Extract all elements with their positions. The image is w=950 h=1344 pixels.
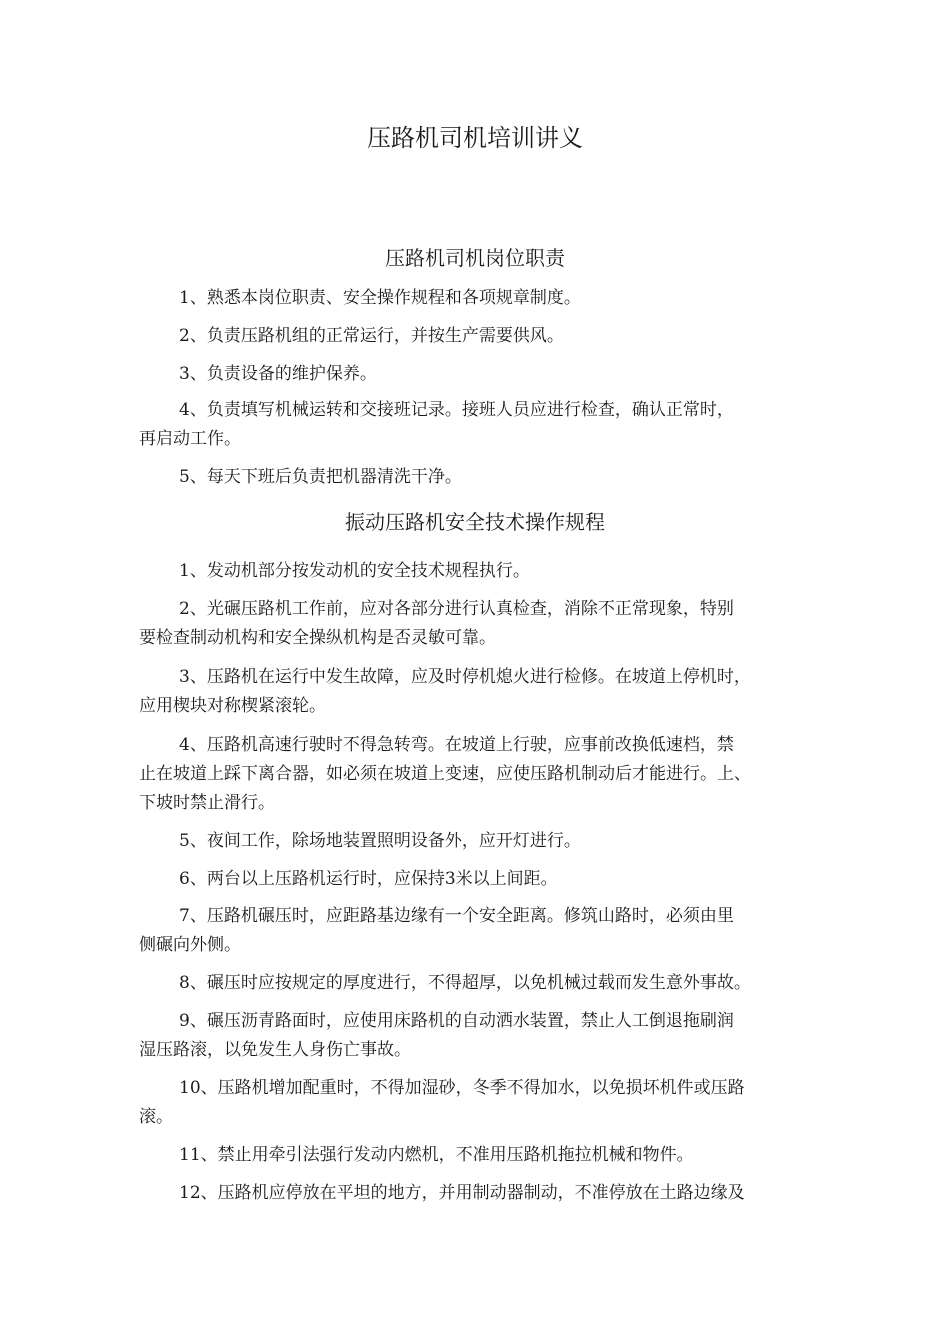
document-title: 压路机司机培训讲义 [367,124,583,152]
paragraph-line: 再启动工作。 [139,429,241,449]
paragraph-line: 应用楔块对称楔紧滚轮。 [139,696,326,716]
paragraph-line: 止在坡道上踩下离合器，如必须在坡道上变速，应使压路机制动后才能进行。上、 [139,764,751,784]
paragraph-line: 2、负责压路机组的正常运行，并按生产需要供风。 [179,326,564,346]
paragraph-line: 3、负责设备的维护保养。 [179,364,377,384]
paragraph-line: 下坡时禁止滑行。 [139,793,275,813]
paragraph-line: 12、压路机应停放在平坦的地方，并用制动器制动，不准停放在土路边缘及 [179,1183,745,1203]
paragraph-line: 7、压路机碾压时，应距路基边缘有一个安全距离。修筑山路时，必须由里 [179,906,734,926]
paragraph-line: 侧碾向外侧。 [139,935,241,955]
paragraph-line: 4、负责填写机械运转和交接班记录。接班人员应进行检查，确认正常时， [179,400,734,420]
paragraph-line: 4、压路机高速行驶时不得急转弯。在坡道上行驶，应事前改换低速档，禁 [179,735,734,755]
section-heading-safety-rules: 振动压路机安全技术操作规程 [345,510,605,534]
paragraph-line: 滚。 [139,1107,173,1127]
section-heading-duties: 压路机司机岗位职责 [385,246,565,270]
paragraph-line: 10、压路机增加配重时，不得加湿砂，冬季不得加水，以免损坏机件或压路 [179,1078,745,1098]
paragraph-line: 5、每天下班后负责把机器清洗干净。 [179,467,462,487]
paragraph-line: 湿压路滚，以免发生人身伤亡事故。 [139,1040,411,1060]
paragraph-line: 11、禁止用牵引法强行发动内燃机，不准用压路机拖拉机械和物件。 [179,1145,694,1165]
paragraph-line: 3、压路机在运行中发生故障，应及时停机熄火进行检修。在坡道上停机时， [179,667,751,687]
paragraph-line: 8、碾压时应按规定的厚度进行，不得超厚，以免机械过载而发生意外事故。 [179,973,751,993]
paragraph-line: 2、光碾压路机工作前，应对各部分进行认真检查，消除不正常现象，特别 [179,599,734,619]
paragraph-line: 9、碾压沥青路面时，应使用床路机的自动洒水装置，禁止人工倒退拖刷润 [179,1011,734,1031]
paragraph-line: 6、两台以上压路机运行时，应保持3米以上间距。 [179,869,558,889]
paragraph-line: 1、熟悉本岗位职责、安全操作规程和各项规章制度。 [179,288,581,308]
paragraph-line: 1、发动机部分按发动机的安全技术规程执行。 [179,561,530,581]
paragraph-line: 5、夜间工作，除场地装置照明设备外，应开灯进行。 [179,831,581,851]
paragraph-line: 要检查制动机构和安全操纵机构是否灵敏可靠。 [139,628,496,648]
